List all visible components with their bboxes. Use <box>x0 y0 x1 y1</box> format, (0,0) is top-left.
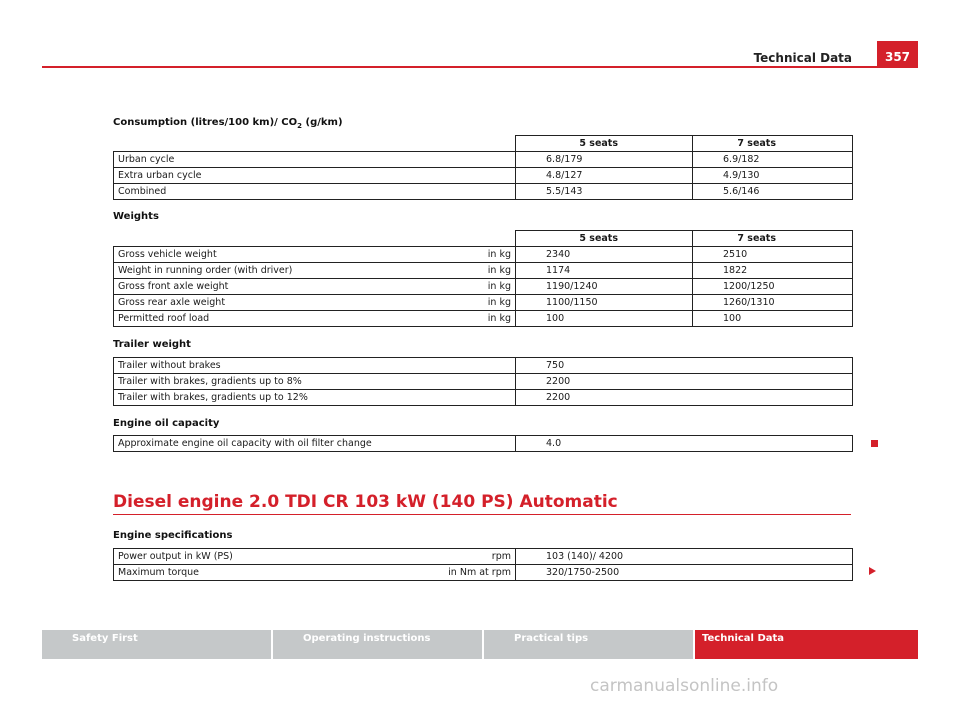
footer-tab-technical-data[interactable]: Technical Data <box>695 630 918 659</box>
page-number: 357 <box>877 41 918 68</box>
trailer-table <box>113 357 853 406</box>
table-row: Trailer with brakes, gradients up to 8% 2200 <box>114 374 853 390</box>
footer-tab-operating-instructions[interactable]: Operating instructions <box>273 630 482 659</box>
table-row: Power output in kW (PS) rpm 103 (140)/ 4200 <box>114 549 853 565</box>
watermark: carmanualsonline.info <box>590 676 779 696</box>
trailer-section-title: Trailer weight <box>113 339 191 350</box>
table-row: Gross front axle weight in kg 1190/1240 1200/1250 <box>114 279 853 295</box>
section-end-square-icon <box>871 440 878 447</box>
heading-rule <box>113 514 851 515</box>
column-header-7-seats: 7 seats <box>693 231 853 247</box>
table-row: Weight in running order (with driver) in kg 1174 1822 <box>114 263 853 279</box>
table-row: Extra urban cycle 4.8/127 4.9/130 <box>114 168 853 184</box>
continue-arrow-icon <box>869 567 876 575</box>
footer-tab-practical-tips[interactable]: Practical tips <box>484 630 693 659</box>
table-row: Gross vehicle weight in kg 2340 2510 <box>114 247 853 263</box>
table-row: Urban cycle 6.8/179 6.9/182 <box>114 152 853 168</box>
engine-spec-section-title: Engine specifications <box>113 530 233 541</box>
table-row: Maximum torque in Nm at rpm 320/1750-2500 <box>114 565 853 581</box>
running-header-title: Technical Data <box>753 51 852 65</box>
header-rule <box>42 66 918 68</box>
table-row: Trailer without brakes 750 <box>114 358 853 374</box>
footer-tab-safety-first[interactable]: Safety First <box>42 630 271 659</box>
table-row: Gross rear axle weight in kg 1100/1150 1260/1310 <box>114 295 853 311</box>
table-row: Permitted roof load in kg 100 100 <box>114 311 853 327</box>
column-header-7-seats: 7 seats <box>693 136 853 152</box>
weights-table <box>113 230 853 327</box>
consumption-table <box>113 135 853 200</box>
oil-section-title: Engine oil capacity <box>113 418 220 429</box>
column-header-5-seats: 5 seats <box>516 136 693 152</box>
table-row: Combined 5.5/143 5.6/146 <box>114 184 853 200</box>
consumption-section-title: Consumption (litres/100 km)/ $CO_2$ (g/km) <box>113 117 343 130</box>
table-row: Approximate engine oil capacity with oil filter change 4.0 <box>114 436 853 452</box>
engine-spec-table <box>113 548 853 581</box>
column-header-5-seats: 5 seats <box>516 231 693 247</box>
weights-section-title: Weights <box>113 211 159 222</box>
table-row: Trailer with brakes, gradients up to 12% 2200 <box>114 390 853 406</box>
footer-nav <box>42 630 918 659</box>
oil-table <box>113 435 853 452</box>
section-heading: Diesel engine 2.0 TDI CR 103 kW (140 PS) Automatic <box>113 492 618 512</box>
